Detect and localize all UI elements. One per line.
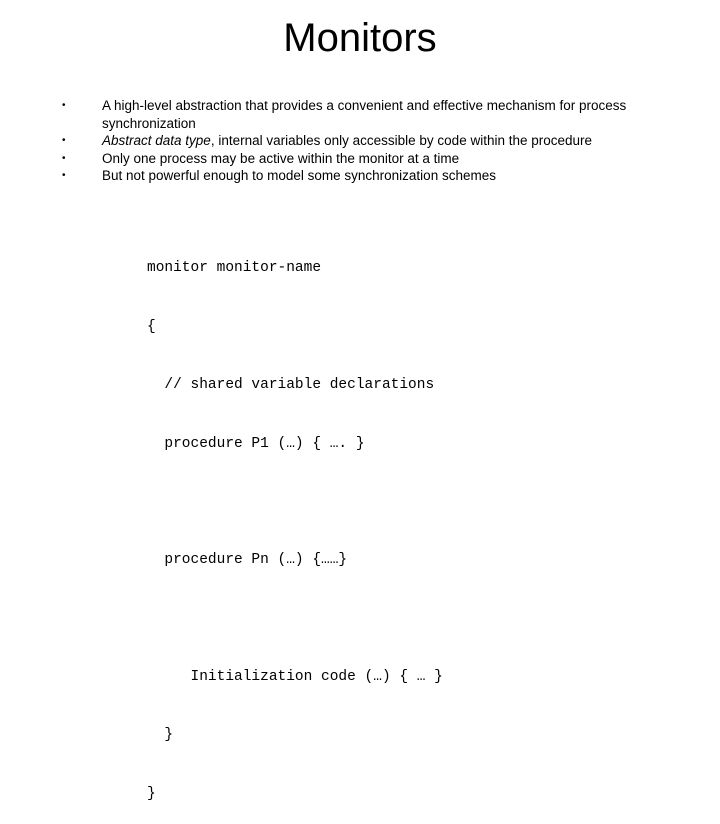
bullet-icon: •	[62, 170, 66, 181]
bullet-italic-text: Abstract data type	[102, 133, 211, 148]
code-block	[147, 220, 443, 824]
bullet-item	[62, 167, 642, 185]
code-line: // shared variable declarations	[147, 377, 435, 393]
bullet-text: But not powerful enough to model some synchronization schemes	[102, 168, 496, 183]
bullet-list	[62, 97, 642, 185]
bullet-text: Only one process may be active within the monitor at a time	[102, 150, 460, 166]
bullet-icon: •	[62, 135, 66, 146]
bullet-icon: •	[62, 100, 66, 111]
code-spacer	[147, 610, 443, 629]
code-line: }	[147, 727, 174, 743]
bullet-text: , internal variables only accessible by code within the procedure	[210, 133, 593, 148]
code-line: procedure Pn (…) {……}	[147, 552, 348, 568]
slide-title: Monitors	[283, 16, 437, 60]
code-line: monitor monitor-name	[147, 260, 322, 276]
code-line: Initialization code (…) { … }	[147, 668, 443, 685]
code-line: }	[147, 785, 156, 802]
bullet-item	[62, 132, 642, 150]
code-line: procedure P1 (…) { …. }	[147, 435, 365, 452]
bullet-icon: •	[62, 152, 66, 164]
code-line: {	[147, 318, 156, 335]
code-spacer	[147, 493, 443, 512]
bullet-item	[62, 97, 642, 132]
bullet-text: A high-level abstraction that provides a convenient and effective mechanism for process synchronization	[102, 98, 627, 131]
bullet-item	[62, 150, 642, 168]
